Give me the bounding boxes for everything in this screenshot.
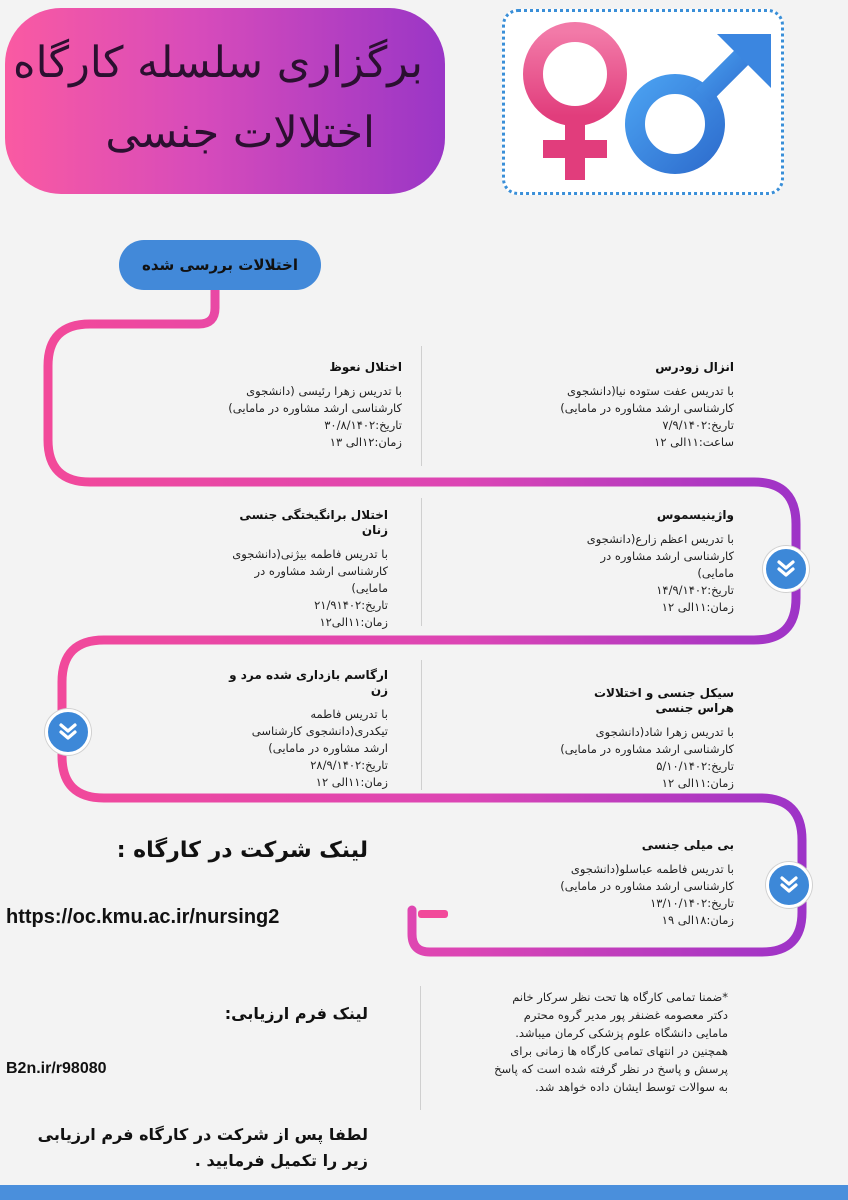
instruction-line: لطفا پس از شرکت در کارگاه فرم ارزیابی [37,1125,368,1144]
workshop-detail: با تدریس عفت ستوده نیا(دانشجوی [567,384,734,398]
evaluation-form-heading: لینک فرم ارزیابی: [224,1004,368,1023]
workshop-detail: تاریخ:۱۴/۹/۱۴۰۲ [656,583,734,597]
workshop-title: اختلال نعوظ [329,360,402,374]
bottom-bar [0,1185,848,1200]
title-line-1: برگزاری سلسله کارگاه [13,38,423,88]
workshop-card [228,668,388,791]
workshop-detail: با تدریس فاطمه بیژنی(دانشجوی [232,547,388,561]
workshop-detail: تاریخ:۷/۹/۱۴۰۲ [662,418,734,432]
workshop-detail: تاریخ:۲۸/۹/۱۴۰۲ [310,758,388,772]
workshop-detail: تاریخ:۵/۱۰/۱۴۰۲ [656,759,734,773]
workshop-detail: ساعت:۱۱الی ۱۲ [654,435,734,449]
divider [420,986,421,1110]
chevron-down-icon [766,862,812,908]
workshop-detail: کارشناسی ارشد مشاوره در [254,564,388,578]
workshop-detail: ارشد مشاوره در مامایی) [268,741,388,755]
workshop-title: سیکل جنسی و اختلالات هراس جنسی [593,686,734,715]
workshop-detail: با تدریس زهرا شاد(دانشجوی [595,725,734,739]
instruction-line: زیر را تکمیل فرمایید . [194,1151,368,1170]
note-line: پرسش و پاسخ در نظر گرفته شده است که پاسخ [494,1062,728,1076]
chevron-down-icon [763,546,809,592]
workshop-detail: تاریخ:۳۰/۸/۱۴۰۲ [324,418,402,432]
workshop-title: اختلال برانگیختگی جنسی زنان [239,508,388,537]
participation-link-heading: لینک شرکت در کارگاه : [116,838,368,863]
evaluation-url-link[interactable]: B2n.ir/r98080 [6,1060,107,1077]
title-line-2: اختلالات جنسی [105,108,375,158]
workshop-detail: زمان:۱۱الی ۱۲ [315,775,388,789]
workshop-detail: کارشناسی ارشد مشاوره در مامایی) [560,401,734,415]
workshop-card [228,508,388,631]
divider [421,498,422,626]
workshop-detail: تیکدری(دانشجوی کارشناسی [251,724,388,738]
workshop-detail: زمان:۱۱الی ۱۲ [661,600,734,614]
workshop-detail: تاریخ:۲۱/۹۱۴۰۲ [314,598,388,612]
workshop-detail: با تدریس فاطمه عباسلو(دانشجوی [570,862,734,876]
chevron-down-icon [45,709,91,755]
workshop-detail: با تدریس زهرا رئیسی (دانشجوی [246,384,402,398]
workshop-card [574,508,734,616]
workshop-title: ارگاسم بازداری شده مرد و زن [229,668,388,697]
note-line: *ضمنا تمامی کارگاه ها تحت نظر سرکار خانم [512,990,728,1004]
participation-url-link[interactable]: https://oc.kmu.ac.ir/nursing2 [6,906,280,928]
supervision-note [428,988,728,1096]
note-line: به سوالات توسط ایشان داده خواهد شد. [535,1080,728,1094]
workshop-title: انزال زودرس [655,360,734,374]
workshop-detail: کارشناسی ارشد مشاوره در [600,549,734,563]
workshop-detail: کارشناسی ارشد مشاوره در مامایی) [228,401,402,415]
workshop-detail: زمان:۱۲الی ۱۳ [329,435,402,449]
divider [421,346,422,466]
workshop-detail: کارشناسی ارشد مشاوره در مامایی) [560,742,734,756]
note-line: مامایی دانشگاه علوم پزشکی کرمان میباشد. [515,1026,728,1040]
section-label: اختلالات بررسی شده [119,240,321,290]
workshop-detail: کارشناسی ارشد مشاوره در مامایی) [560,879,734,893]
workshop-detail: با تدریس فاطمه [310,707,388,721]
workshop-card [534,838,734,929]
workshop-detail: با تدریس اعظم زارع(دانشجوی [586,532,734,546]
workshop-card [554,686,734,792]
workshop-card [534,360,734,451]
workshop-detail: مامایی) [351,581,388,595]
workshop-title: بی میلی جنسی [641,838,734,852]
workshop-title: واژینیسموس [656,508,734,522]
evaluation-instruction [38,1122,368,1174]
note-line: دکتر معصومه غضنفر پور مدیر گروه محترم [523,1008,728,1022]
note-line: همچنین در انتهای تمامی کارگاه ها زمانی برای [510,1044,728,1058]
workshop-detail: تاریخ:۱۳/۱۰/۱۴۰۲ [650,896,734,910]
workshop-detail: مامایی) [697,566,734,580]
workshop-card [202,360,402,451]
workshop-detail: زمان:۱۸الی ۱۹ [661,913,734,927]
workshop-detail: زمان:۱۱الی ۱۲ [661,776,734,790]
divider [421,660,422,790]
workshop-detail: زمان:۱۱الی۱۲ [319,615,388,629]
